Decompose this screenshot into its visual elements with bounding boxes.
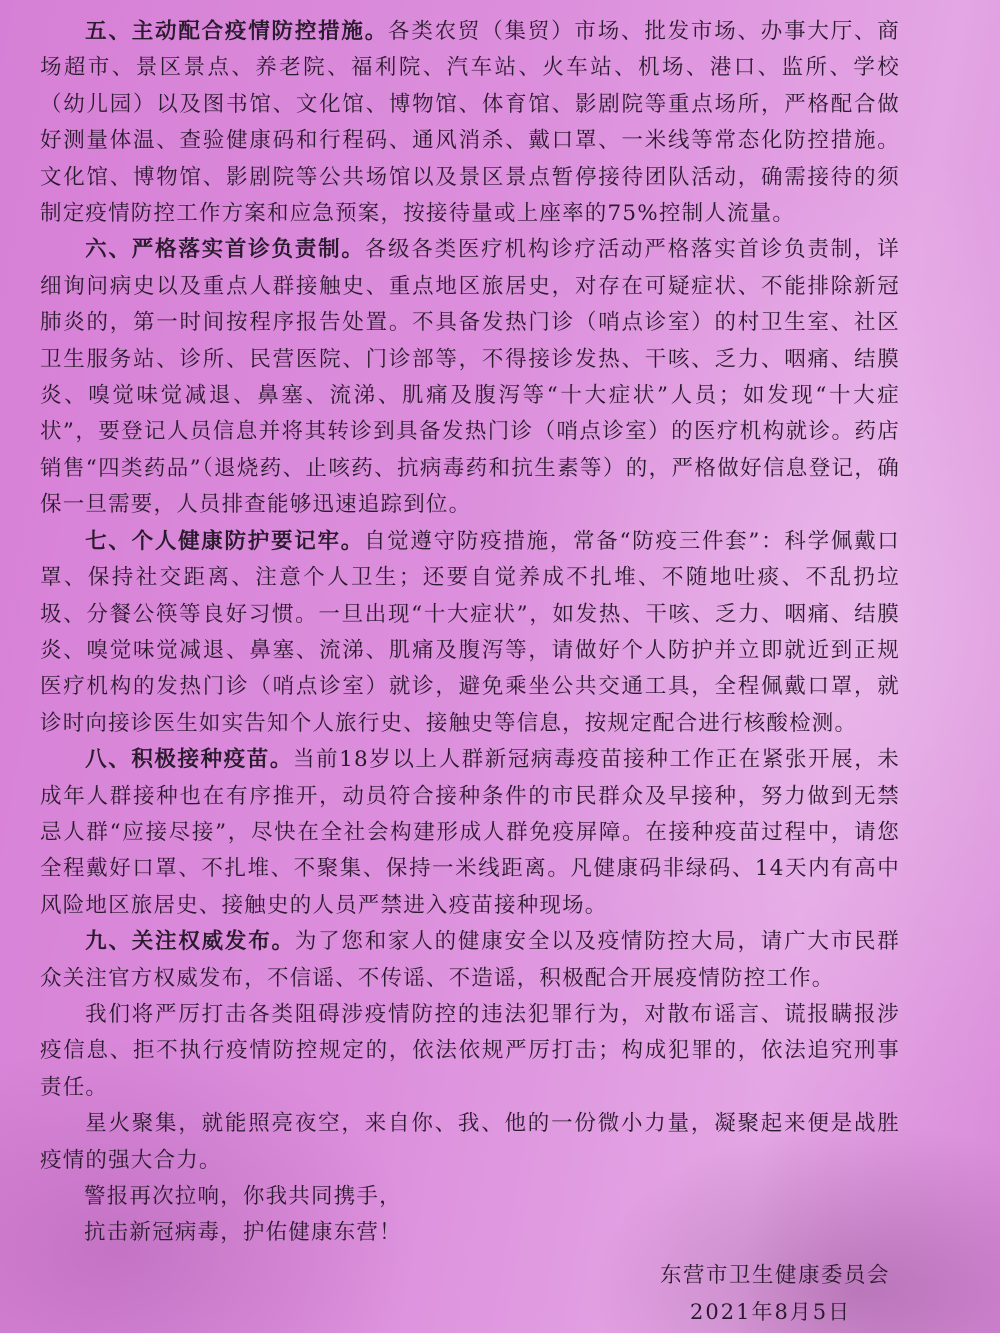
section-7 (40, 524, 900, 742)
closing-paragraph-crackdown: 我们将严厉打击各类阻碍涉疫情防控的违法犯罪行为，对散布谣言、谎报瞒报涉疫信息、拒不执行疫情防控规定的，依法依规严厉打击；构成犯罪的，依法追究刑事责任。 (40, 1001, 900, 1100)
section-heading: 七、个人健康防护要记牢。 (85, 528, 364, 554)
slogan-line-1: 警报再次拉响，你我共同携手， (84, 1184, 402, 1209)
section-text: 各级各类医疗机构诊疗活动严格落实首诊负责制，详细询问病史以及重点人群接触史、重点地区旅居史，对存在可疑症状、不能排除新冠肺炎的，第一时间按程序报告处置。不具备发热门诊（哨点诊室）的村卫生室、社区卫生服务站、诊所、民营医院、门诊部等，不得接诊发热、干咳、乏力、咽痛、结膜炎、嗅觉味觉减退、鼻塞、流涕、肌痛及腹泻等“十大症状”人员；如发现“十大症状”，要登记人员信息并将其转诊到具备发热门诊（哨点诊室）的医疗机构就诊。药店销售“四类药品”（退烧药、止咳药、抗病毒药和抗生素等）的，严格做好信息登记，确保一旦需要，人员排查能够迅速追踪到位。 (40, 237, 901, 518)
section-5 (40, 14, 900, 232)
section-9 (40, 924, 900, 997)
section-6 (40, 232, 900, 523)
section-heading: 五、主动配合疫情防控措施。 (85, 19, 389, 44)
section-heading: 六、严格落实首诊负责制。 (85, 237, 365, 263)
signature-date: 2021年8月5日 (690, 1300, 852, 1324)
slogan-line-2: 抗击新冠病毒，护佑健康东营！ (84, 1220, 402, 1246)
section-text: 当前18岁以上人群新冠病毒疫苗接种工作正在紧张开展，未成年人群接种也在有序推开，动员符合接种条件的市民群众及早接种，努力做到无禁忌人群“应接尽接”，尽快在全社会构建形成人群免疫屏障。在接种疫苗过程中，请您全程戴好口罩、不扎堆、不聚集、保持一米线距离。凡健康码非绿码、14天内有高中风险地区旅居史、接触史的人员严禁进入疫苗接种现场。 (40, 747, 900, 918)
notice-body (40, 14, 900, 1252)
signature-organization: 东营市卫生健康委员会 (660, 1263, 891, 1288)
section-text: 各类农贸（集贸）市场、批发市场、办事大厅、商场超市、景区景点、养老院、福利院、汽车站、火车站、机场、港口、监所、学校（幼儿园）以及图书馆、文化馆、博物馆、体育馆、影剧院等重点场所，严格配合做好测量体温、查验健康码和行程码、通风消杀、戴口罩、一米线等常态化防控措施。文化馆、博物馆、影剧院等公共场馆以及景区景点暂停接待团队活动，确需接待的须制定疫情防控工作方案和应急预案，按接待量或上座率的75%控制人流量。 (40, 19, 900, 227)
section-text: 自觉遵守防疫措施，常备“防疫三件套”：科学佩戴口罩、保持社交距离、注意个人卫生；还要自觉养成不扎堆、不随地吐痰、不乱扔垃圾、分餐公筷等良好习惯。一旦出现“十大症状”，如发热、干咳、乏力、咽痛、结膜炎、嗅觉味觉减退、鼻塞、流涕、肌痛及腹泻等，请做好个人防护并立即就近到正规医疗机构的发热门诊（哨点诊室）就诊，避免乘坐公共交通工具，全程佩戴口罩，就诊时向接诊医生如实告知个人旅行史、接触史等信息，按规定配合进行核酸检测。 (40, 528, 900, 736)
section-heading: 八、积极接种疫苗。 (85, 747, 293, 773)
section-heading: 九、关注权威发布。 (85, 929, 295, 955)
section-text: 为了您和家人的健康安全以及疫情防控大局，请广大市民群众关注官方权威发布，不信谣、不传谣、不造谣，积极配合开展疫情防控工作。 (40, 929, 900, 991)
closing-paragraph-spark: 星火聚集，就能照亮夜空，来自你、我、他的一份微小力量，凝聚起来便是战胜疫情的强大合力。 (40, 1111, 900, 1173)
section-8 (40, 742, 900, 924)
